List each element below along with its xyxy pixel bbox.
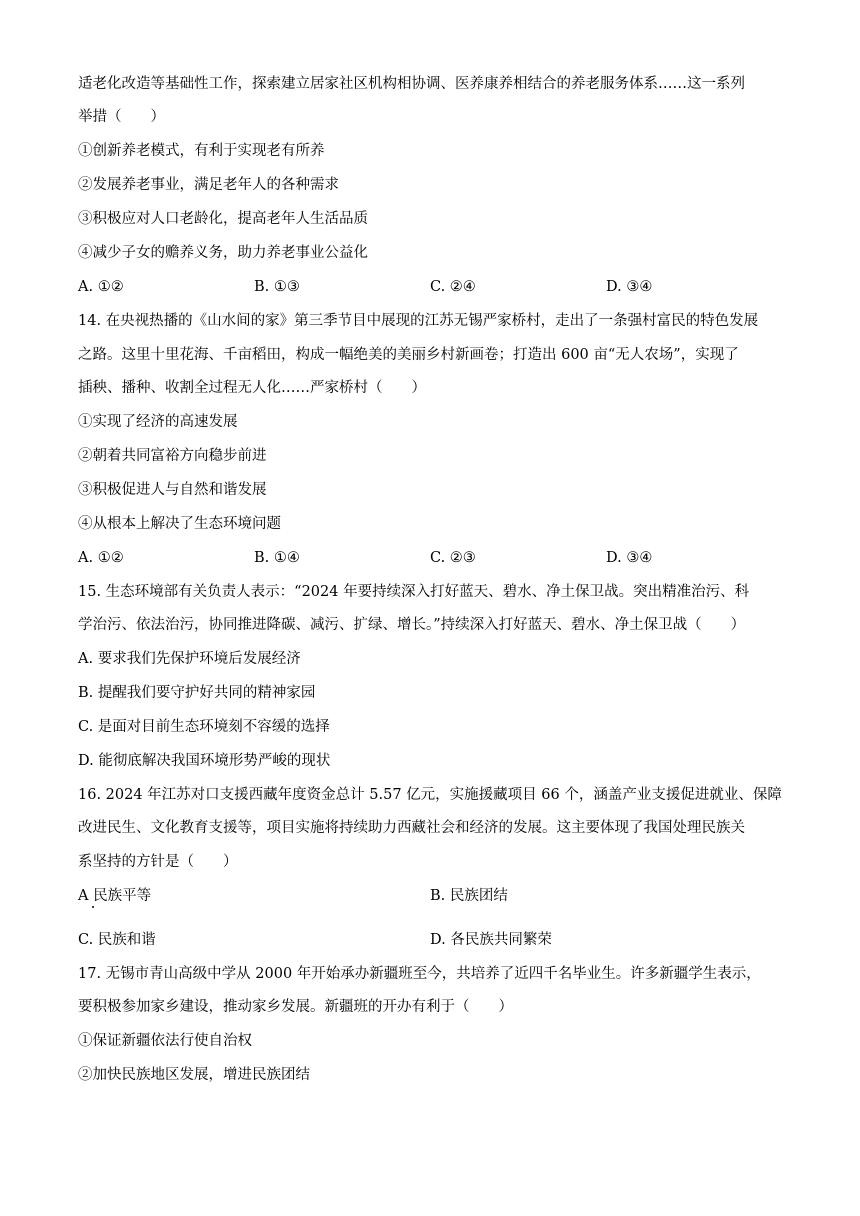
q14-options bbox=[78, 548, 798, 568]
q13-stem-line-2: 举措（ ） bbox=[78, 109, 165, 125]
q14-option-c: C. ②③ bbox=[430, 550, 476, 566]
q13-option-a: A. ①② bbox=[78, 279, 124, 295]
q14-stem-line-3: 插秧、播种、收割全过程无人化……严家桥村（ ） bbox=[78, 380, 426, 396]
stray-dot-mark bbox=[92, 906, 94, 908]
q16-option-c: C. 民族和谐 bbox=[78, 932, 156, 948]
q16-options-row-1 bbox=[78, 886, 798, 906]
q16-option-b: B. 民族团结 bbox=[430, 888, 508, 904]
q14-item-1: ①实现了经济的高速发展 bbox=[78, 414, 238, 430]
q14-stem-line-2: 之路。这里十里花海、千亩稻田，构成一幅绝美的美丽乡村新画卷；打造出 600 亩“无人农场”，实现了 bbox=[78, 347, 739, 363]
q13-item-3: ③积极应对人口老龄化，提高老年人生活品质 bbox=[78, 211, 368, 227]
q14-option-b: B. ①④ bbox=[254, 550, 300, 566]
q14-item-4: ④从根本上解决了生态环境问题 bbox=[78, 516, 281, 532]
q13-option-d: D. ③④ bbox=[606, 279, 653, 295]
q17-stem-line-2: 要积极参加家乡建设，推动家乡发展。新疆班的开办有利于（ ） bbox=[78, 999, 513, 1015]
q15-option-b: B. 提醒我们要守护好共同的精神家园 bbox=[78, 685, 316, 701]
q13-item-4: ④减少子女的赡养义务，助力养老事业公益化 bbox=[78, 245, 368, 261]
q16-stem-line-1: 16. 2024 年江苏对口支援西藏年度资金总计 5.57 亿元，实施援藏项目 66 个，涵盖产业支援促进就业、保障 bbox=[78, 787, 782, 803]
q15-stem-line-1: 15. 生态环境部有关负责人表示：“2024 年要持续深入打好蓝天、碧水、净土保卫战。突出精准治污、科 bbox=[78, 584, 750, 600]
q13-stem-line-1: 适老化改造等基础性工作，探索建立居家社区机构相协调、医养康养相结合的养老服务体系……这一系列 bbox=[78, 76, 745, 92]
q16-option-a: A 民族平等 bbox=[78, 888, 152, 904]
q14-stem-line-1: 14. 在央视热播的《山水间的家》第三季节目中展现的江苏无锡严家桥村，走出了一条强村富民的特色发展 bbox=[78, 313, 759, 329]
q17-stem-line-1: 17. 无锡市青山高级中学从 2000 年开始承办新疆班至今，共培养了近四千名毕业生。许多新疆学生表示， bbox=[78, 966, 761, 982]
q15-option-a: A. 要求我们先保护环境后发展经济 bbox=[78, 651, 301, 667]
q13-item-2: ②发展养老事业，满足老年人的各种需求 bbox=[78, 177, 339, 193]
q17-item-1: ①保证新疆依法行使自治权 bbox=[78, 1033, 252, 1049]
q13-item-1: ①创新养老模式，有利于实现老有所养 bbox=[78, 143, 325, 159]
q14-item-2: ②朝着共同富裕方向稳步前进 bbox=[78, 448, 267, 464]
q13-option-c: C. ②④ bbox=[430, 279, 476, 295]
q13-option-b: B. ①③ bbox=[254, 279, 300, 295]
q17-item-2: ②加快民族地区发展，增进民族团结 bbox=[78, 1067, 310, 1083]
q14-option-d: D. ③④ bbox=[606, 550, 653, 566]
q16-stem-line-2: 改进民生、文化教育支援等，项目实施将持续助力西藏社会和经济的发展。这主要体现了我国处理民族关 bbox=[78, 820, 745, 836]
q15-option-d: D. 能彻底解决我国环境形势严峻的现状 bbox=[78, 753, 331, 769]
q14-option-a: A. ①② bbox=[78, 550, 124, 566]
q15-stem-line-2: 学治污、依法治污，协同推进降碳、减污、扩绿、增长。”持续深入打好蓝天、碧水、净土保卫战（ ） bbox=[78, 617, 746, 633]
q16-options-row-2 bbox=[78, 930, 798, 950]
q15-option-c: C. 是面对目前生态环境刻不容缓的选择 bbox=[78, 719, 330, 735]
q16-stem-line-3: 系坚持的方针是（ ） bbox=[78, 854, 238, 870]
q14-item-3: ③积极促进人与自然和谐发展 bbox=[78, 482, 267, 498]
q13-options bbox=[78, 277, 798, 297]
q16-option-d: D. 各民族共同繁荣 bbox=[430, 932, 552, 948]
